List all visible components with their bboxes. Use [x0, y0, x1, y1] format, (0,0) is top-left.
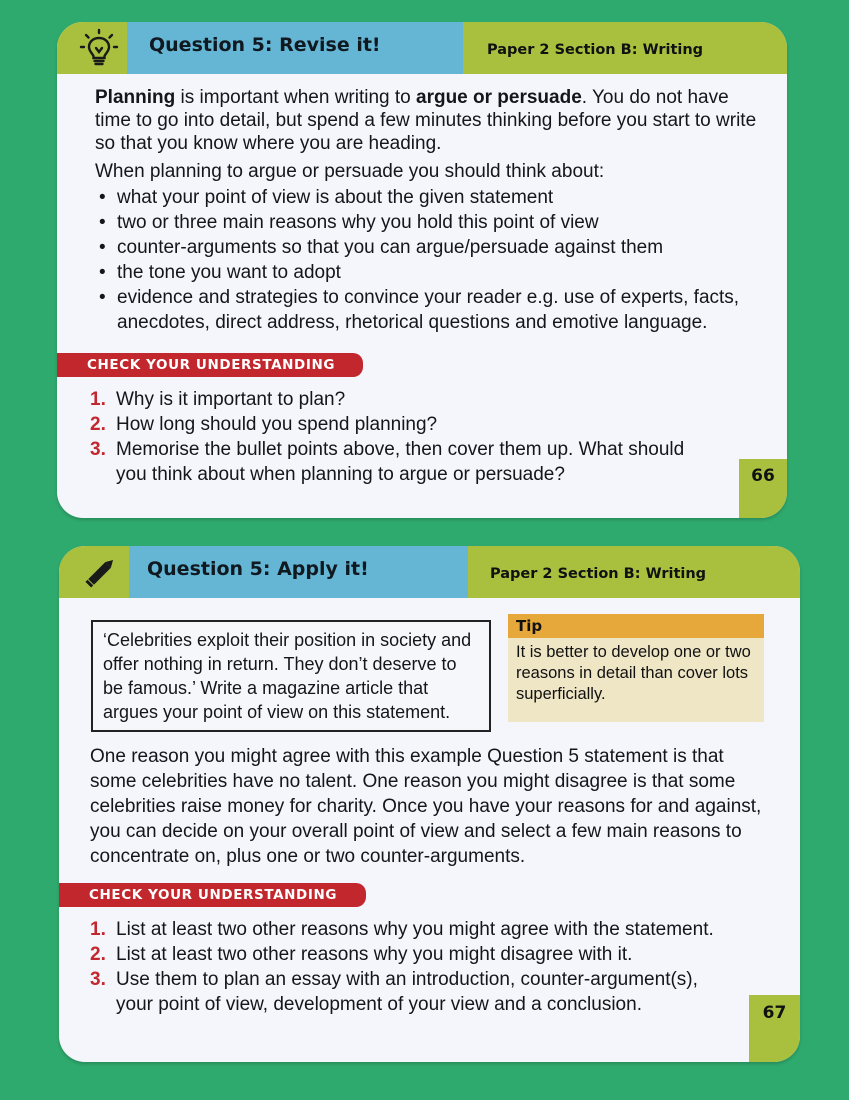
- intro-bold-planning: Planning: [95, 87, 176, 108]
- card-title: Question 5: Apply it!: [147, 558, 369, 580]
- card-title: Question 5: Revise it!: [149, 34, 381, 56]
- card-header: [59, 546, 800, 598]
- list-item: • the tone you want to adopt: [95, 260, 767, 285]
- question-item: [90, 412, 690, 437]
- list-item: • counter-arguments so that you can argue/persuade against them: [95, 235, 767, 260]
- intro-text-rest: . You do not have time to go into detail, but spend a few minutes thinking before you start to write so that you know where you are heading.: [95, 87, 757, 154]
- lightbulb-icon: [79, 28, 119, 68]
- question-number: 2.: [90, 414, 106, 435]
- paper-section-label: Paper 2 Section B: Writing: [487, 42, 704, 58]
- page-number: 66: [739, 459, 787, 518]
- tip-box: [508, 614, 764, 722]
- list-item: • what your point of view is about the given statement: [95, 185, 767, 210]
- question-text: List at least two other reasons why you might agree with the statement.: [116, 919, 714, 940]
- intro-paragraph: [95, 86, 767, 155]
- question-number: 1.: [90, 919, 106, 940]
- question-item: [90, 387, 690, 412]
- question-item: [90, 917, 740, 942]
- question-item: [90, 437, 690, 487]
- tip-label: Tip: [508, 614, 764, 638]
- list-item: • two or three main reasons why you hold this point of view: [95, 210, 767, 235]
- question-number: 3.: [90, 439, 106, 460]
- planning-bullet-list: [95, 185, 767, 335]
- question-list: [90, 917, 740, 1017]
- question-item: [90, 967, 740, 1017]
- lead-text: When planning to argue or persuade you should think about:: [95, 161, 605, 182]
- question-text: How long should you spend planning?: [116, 414, 438, 435]
- card-header: [57, 22, 787, 74]
- question-text: Use them to plan an essay with an introduction, counter-argument(s), your point of view, development of your view and a conclusion.: [116, 969, 698, 1015]
- pencil-icon: [81, 552, 121, 592]
- question-number: 3.: [90, 969, 106, 990]
- question-number: 1.: [90, 389, 106, 410]
- question-text: List at least two other reasons why you might disagree with it.: [116, 944, 633, 965]
- question-item: [90, 942, 740, 967]
- question-number: 2.: [90, 944, 106, 965]
- question-text: Memorise the bullet points above, then cover them up. What should you think about when planning to argue or persuade?: [116, 439, 685, 485]
- intro-text: is important when writing to: [175, 87, 416, 108]
- page-number: 67: [749, 995, 800, 1062]
- tip-text: It is better to develop one or two reasons in detail than cover lots superficially.: [516, 643, 751, 703]
- exam-statement-box: ‘Celebrities exploit their position in society and offer nothing in return. They don’t deserve to be famous.’ Write a magazine article that argues your point of view on this statement.: [91, 620, 491, 732]
- question-text: Why is it important to plan?: [116, 389, 346, 410]
- question-list: [90, 387, 690, 487]
- list-item: • evidence and strategies to convince your reader e.g. use of experts, facts, anecdotes, direct address, rhetorical questions and emotive language.: [95, 285, 767, 335]
- check-understanding-label: CHECK YOUR UNDERSTANDING: [57, 353, 363, 377]
- revise-body: [95, 86, 767, 335]
- apply-paragraph: One reason you might agree with this example Question 5 statement is that some celebrities have no talent. One reason you might disagree is that some celebrities raise money for charity. Once you have your reasons for and against, you can decide on your overall point of view and select a few main reasons to concentrate on, plus one or two counter-arguments.: [90, 746, 762, 867]
- apply-card: [59, 546, 800, 1062]
- check-understanding-label: CHECK YOUR UNDERSTANDING: [59, 883, 366, 907]
- revise-card: [57, 22, 787, 518]
- paper-section-label: Paper 2 Section B: Writing: [490, 566, 707, 582]
- intro-bold-argue: argue or persuade: [416, 87, 582, 108]
